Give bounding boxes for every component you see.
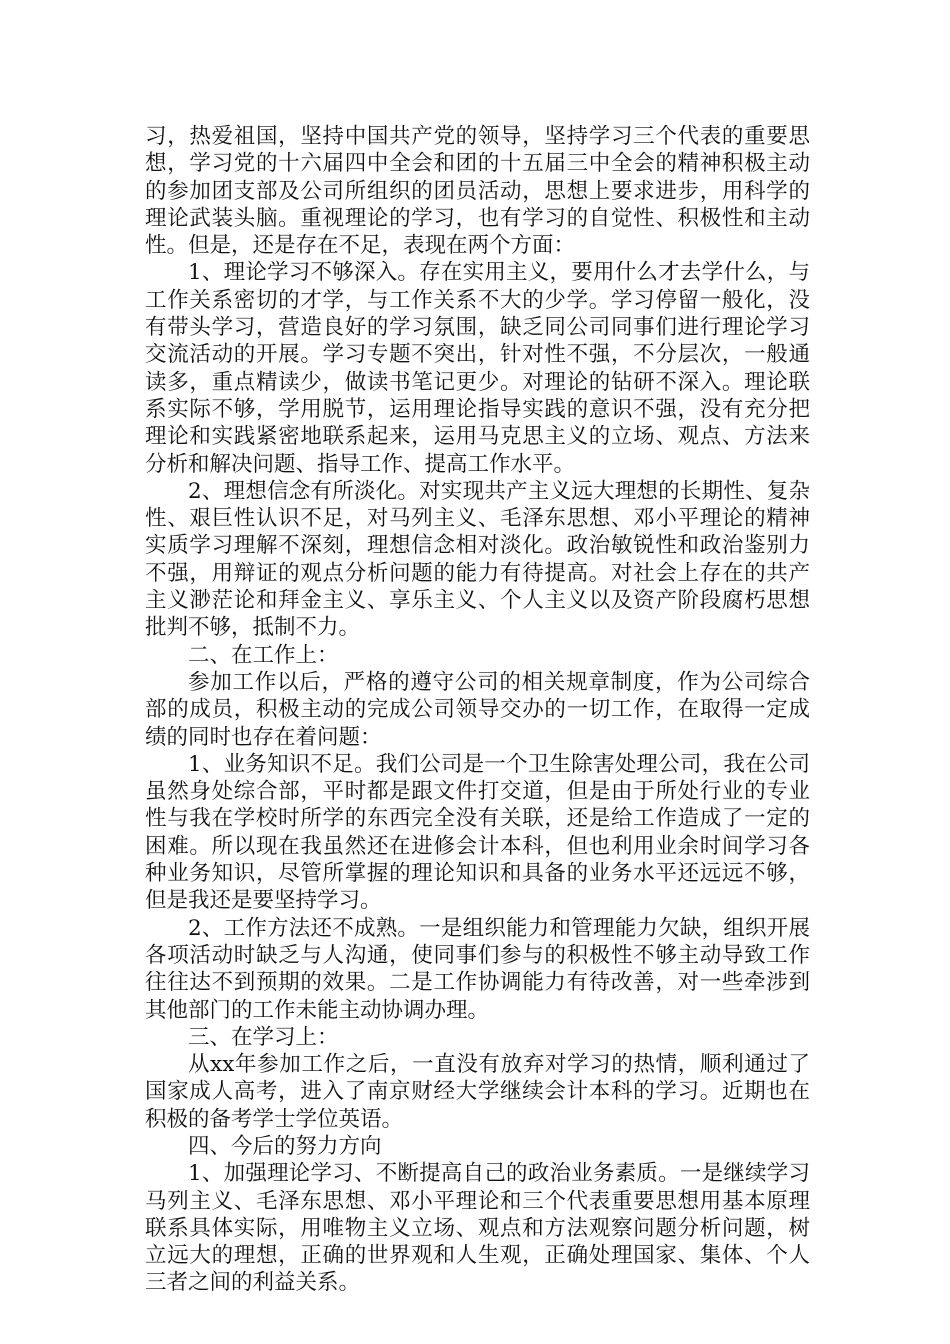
- paragraph-business-knowledge: 1、业务知识不足。我们公司是一个卫生除害处理公司，我在公司虽然身处综合部，平时都是跟文件打交道，但是由于所处行业的专业性与我在学校时所学的东西完全没有关联，还是给工作造成了一定的困难。所以现在我虽然还在进修会计本科，但也利用业余时间学习各种业务知识，尽管所掌握的理论知识和具备的业务水平还远远不够，但是我还是要坚持学习。: [145, 751, 810, 914]
- paragraph-study: 从xx年参加工作之后，一直没有放弃对学习的热情，顺利通过了国家成人高考，进入了南京财经大学继续会计本科的学习。近期也在积极的备考学士学位英语。: [145, 1052, 810, 1132]
- paragraph-ideals-belief: 2、理想信念有所淡化。对实现共产主义远大理想的长期性、复杂性、艰巨性认识不足，对马列主义、毛泽东思想、邓小平理论的精神实质学习理解不深刻，理想信念相对淡化。政治敏锐性和政治鉴别力不强，用辩证的观点分析问题的能力有待提高。对社会上存在的共产主义渺茫论和拜金主义、享乐主义、个人主义以及资产阶段腐朽思想批判不够，抵制不力。: [145, 478, 810, 641]
- paragraph-intro: 习，热爱祖国，坚持中国共产党的领导，坚持学习三个代表的重要思想，学习党的十六届四中全会和团的十五届三中全会的精神积极主动的参加团支部及公司所组织的团员活动，思想上要求进步，用科学的理论武装头脑。重视理论的学习，也有学习的自觉性、积极性和主动性。但是，还是存在不足，表现在两个方面：: [145, 124, 810, 259]
- heading-work: 二、在工作上：: [188, 642, 339, 668]
- paragraph-work-intro: 参加工作以后，严格的遵守公司的相关规章制度，作为公司综合部的成员，积极主动的完成公司领导交办的一切工作，在取得一定成绩的同时也存在着问题：: [145, 669, 810, 750]
- paragraph-future-theory: 1、加强理论学习、不断提高自己的政治业务素质。一是继续学习马列主义、毛泽东思想、邓小平理论和三个代表重要思想用基本原理联系具体实际，用唯物主义立场、观点和方法观察问题分析问题，树立远大的理想，正确的世界观和人生观，正确处理国家、集体、个人三者之间的利益关系。: [145, 1161, 810, 1296]
- paragraph-theory-study: 1、理论学习不够深入。存在实用主义，要用什么才去学什么，与工作关系密切的才学，与工作关系不大的少学。学习停留一般化，没有带头学习，营造良好的学习氛围，缺乏同公司同事们进行理论学习交流活动的开展。学习专题不突出，针对性不强，不分层次，一般通读多，重点精读少，做读书笔记更少。对理论的钻研不深入。理论联系实际不够，学用脱节，运用理论指导实践的意识不强，没有充分把理论和实践紧密地联系起来，运用马克思主义的立场、观点、方法来分析和解决问题、指导工作、提高工作水平。: [145, 260, 810, 477]
- document-body: [145, 123, 810, 1297]
- paragraph-work-methods: 2、工作方法还不成熟。一是组织能力和管理能力欠缺，组织开展各项活动时缺乏与人沟通，使同事们参与的积极性不够主动导致工作往往达不到预期的效果。二是工作协调能力有待改善，对一些牵涉到其他部门的工作未能主动协调办理。: [145, 915, 810, 1023]
- heading-study: 三、在学习上：: [188, 1024, 339, 1050]
- heading-future-direction: 四、今后的努力方向: [188, 1133, 382, 1159]
